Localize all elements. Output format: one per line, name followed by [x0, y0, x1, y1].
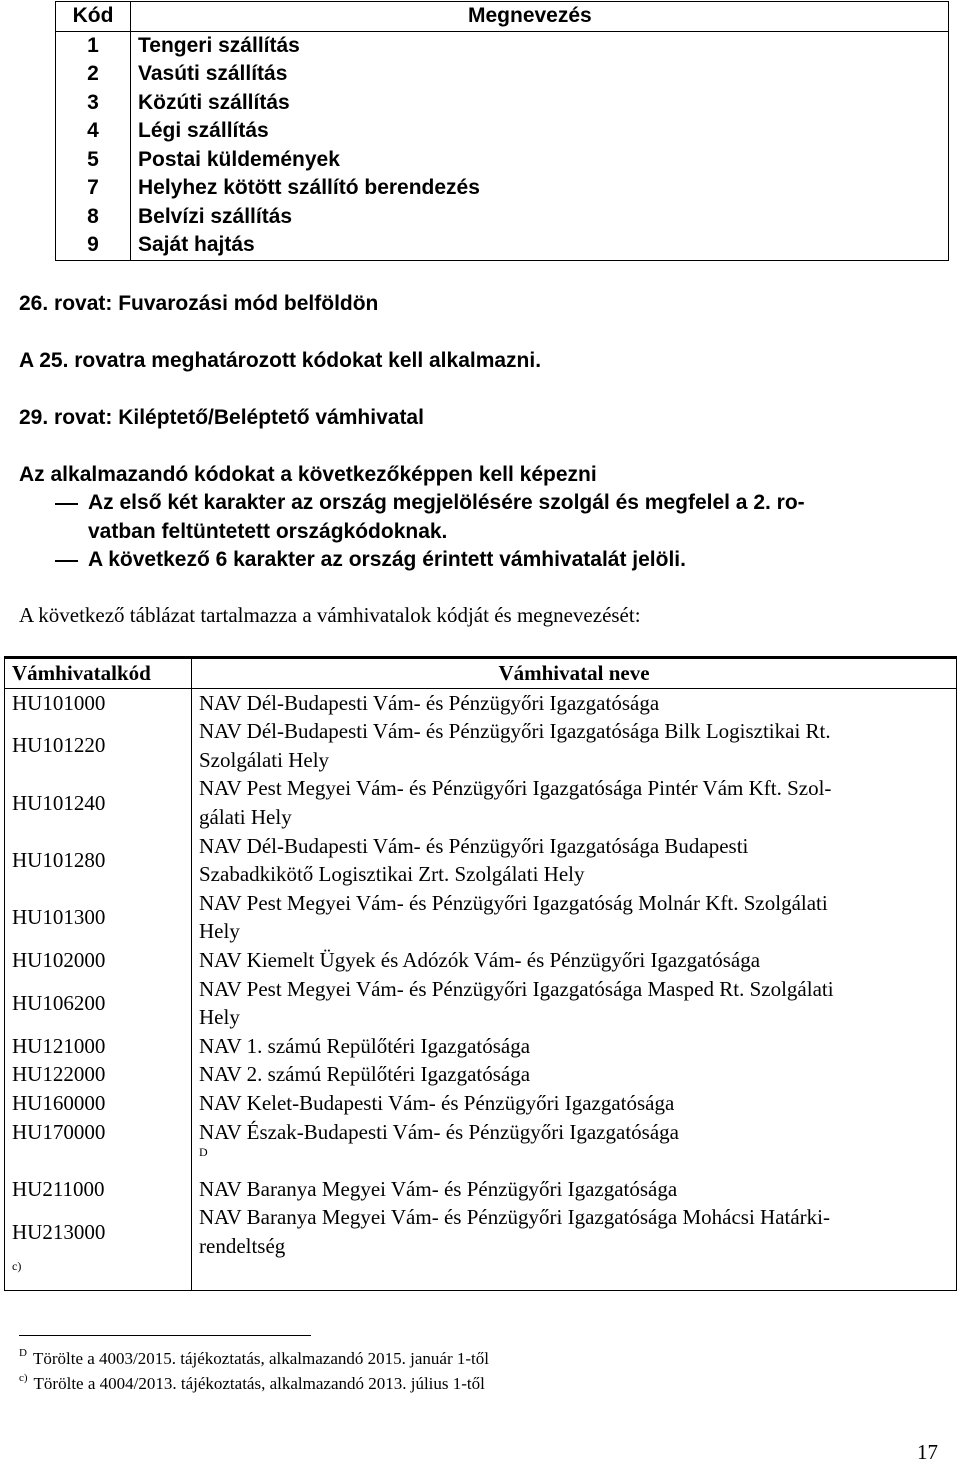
table-row [5, 832, 957, 889]
office-code: HU160000 [5, 1089, 192, 1118]
section-26-text: A 25. rovatra meghatározott kódokat kell alkalmazni. [19, 349, 542, 372]
table-row [5, 946, 957, 975]
row-name: Postai küldemények [131, 146, 949, 175]
office-code: HU101220 [5, 717, 192, 774]
office-code [5, 1260, 192, 1290]
office-name [192, 1146, 957, 1175]
table-row [5, 717, 957, 774]
table-row [5, 688, 957, 717]
row-name: Légi szállítás [131, 117, 949, 146]
header-office-name: Vámhivatal neve [192, 658, 957, 689]
office-name [192, 1260, 957, 1290]
office-name-line-2: Szolgálati Hely [199, 747, 330, 772]
office-name: NAV Kelet-Budapesti Vám- és Pénzügyőri Igazgatósága [192, 1089, 957, 1118]
row-code: 4 [56, 117, 131, 146]
footnote-d [19, 1349, 489, 1369]
header-office-code: Vámhivatalkód [5, 658, 192, 689]
header-code: Kód [56, 2, 131, 32]
footnote-text: Törölte a 4003/2015. tájékoztatás, alkalmazandó 2015. január 1-től [32, 1349, 489, 1368]
office-code: HU106200 [5, 975, 192, 1032]
table-row [56, 117, 949, 146]
office-name-line-2: Szabadkikötő Logisztikai Zrt. Szolgálati Hely [199, 862, 585, 887]
table-row [56, 31, 949, 60]
footnote-mark: D [199, 1145, 208, 1160]
table-row [5, 1032, 957, 1061]
office-code: HU101240 [5, 774, 192, 831]
office-name-line-2: Hely [199, 1005, 240, 1030]
table-row [5, 1060, 957, 1089]
row-name: Vasúti szállítás [131, 60, 949, 89]
office-code: HU121000 [5, 1032, 192, 1061]
table-row [56, 60, 949, 89]
footnote-text: Törölte a 4004/2013. tájékoztatás, alkalmazandó 2013. július 1-től [33, 1374, 485, 1393]
row-code: 8 [56, 203, 131, 232]
office-name-line-2: gálati Hely [199, 804, 292, 829]
bullet-2: A következő 6 karakter az ország érintett vámhivatalát jelöli. [88, 548, 686, 571]
office-name: NAV Baranya Megyei Vám- és Pénzügyőri Igazgatósága [192, 1175, 957, 1204]
bullet-1-line-2: vatban feltüntetett országkódoknak. [88, 520, 448, 543]
table-row [5, 1175, 957, 1204]
row-code: 1 [56, 31, 131, 60]
row-name: Tengeri szállítás [131, 31, 949, 60]
table-row [56, 203, 949, 232]
table-row [56, 146, 949, 175]
table-row [5, 774, 957, 831]
header-name: Megnevezés [131, 2, 949, 32]
row-code: 5 [56, 146, 131, 175]
office-name: NAV Észak-Budapesti Vám- és Pénzügyőri Igazgatósága [192, 1118, 957, 1147]
footnote-separator [19, 1335, 311, 1336]
office-code: HU101280 [5, 832, 192, 889]
office-table-intro: A következő táblázat tartalmazza a vámhivatalok kódját és megnevezését: [19, 603, 641, 627]
table-row [5, 1203, 957, 1260]
office-code: HU170000 [5, 1118, 192, 1147]
office-name [192, 717, 957, 774]
office-name: NAV Dél-Budapesti Vám- és Pénzügyőri Igazgatósága [192, 688, 957, 717]
section-26-title: 26. rovat: Fuvarozási mód belföldön [19, 292, 379, 315]
footnote-mark: c) [19, 1372, 28, 1384]
office-name-line-1: NAV Pest Megyei Vám- és Pénzügyőri Igazgatósága Masped Rt. Szolgálati [199, 976, 834, 1001]
row-name: Saját hajtás [131, 231, 949, 260]
footnote-mark: c) [12, 1259, 22, 1274]
page-number: 17 [917, 1440, 938, 1464]
office-name [192, 1203, 957, 1260]
office-name-line-1: NAV Baranya Megyei Vám- és Pénzügyőri Igazgatósága Mohácsi Határki- [199, 1205, 830, 1230]
office-code: HU101300 [5, 889, 192, 946]
table-row [56, 231, 949, 260]
table-row [5, 975, 957, 1032]
office-name: NAV 1. számú Repülőtéri Igazgatósága [192, 1032, 957, 1061]
office-name: NAV Kiemelt Ügyek és Adózók Vám- és Pénzügyőri Igazgatósága [192, 946, 957, 975]
office-name-line-1: NAV Dél-Budapesti Vám- és Pénzügyőri Igazgatósága Budapesti [199, 833, 749, 858]
customs-office-table [4, 656, 957, 1291]
office-name [192, 832, 957, 889]
section-29-title: 29. rovat: Kiléptető/Beléptető vámhivatal [19, 406, 424, 429]
office-code: HU213000 [5, 1203, 192, 1260]
transport-mode-table [55, 1, 949, 261]
table-row [56, 174, 949, 203]
bullet-dash [55, 560, 78, 562]
table-row [5, 889, 957, 946]
office-name-line-1: NAV Pest Megyei Vám- és Pénzügyőri Igazgatósága Pintér Vám Kft. Szol- [199, 776, 832, 801]
office-code: HU122000 [5, 1060, 192, 1089]
office-name-line-1: NAV Dél-Budapesti Vám- és Pénzügyőri Igazgatósága Bilk Logisztikai Rt. [199, 719, 831, 744]
office-code [5, 1146, 192, 1175]
row-code: 9 [56, 231, 131, 260]
office-name [192, 774, 957, 831]
table-row [5, 1089, 957, 1118]
office-name-line-1: NAV Pest Megyei Vám- és Pénzügyőri Igazgatóság Molnár Kft. Szolgálati [199, 890, 828, 915]
row-name: Közúti szállítás [131, 89, 949, 118]
office-name [192, 889, 957, 946]
office-name-line-2: rendeltség [199, 1233, 286, 1258]
table-row [5, 1118, 957, 1147]
row-name: Belvízi szállítás [131, 203, 949, 232]
office-name-line-2: Hely [199, 919, 240, 944]
bullet-1-line-1: Az első két karakter az ország megjelölésére szolgál és megfelel a 2. ro- [88, 491, 805, 514]
row-name: Helyhez kötött szállító berendezés [131, 174, 949, 203]
footnote-mark: D [19, 1347, 27, 1359]
table-row-deleted [5, 1260, 957, 1290]
row-code: 2 [56, 60, 131, 89]
office-code: HU211000 [5, 1175, 192, 1204]
footnote-c [19, 1374, 485, 1394]
row-code: 3 [56, 89, 131, 118]
table-row-deleted [5, 1146, 957, 1175]
bullet-dash [55, 503, 78, 505]
office-code: HU101000 [5, 688, 192, 717]
office-name: NAV 2. számú Repülőtéri Igazgatósága [192, 1060, 957, 1089]
table-row [56, 89, 949, 118]
office-name [192, 975, 957, 1032]
row-code: 7 [56, 174, 131, 203]
section-29-intro: Az alkalmazandó kódokat a következőképpen kell képezni [19, 463, 597, 486]
office-code: HU102000 [5, 946, 192, 975]
